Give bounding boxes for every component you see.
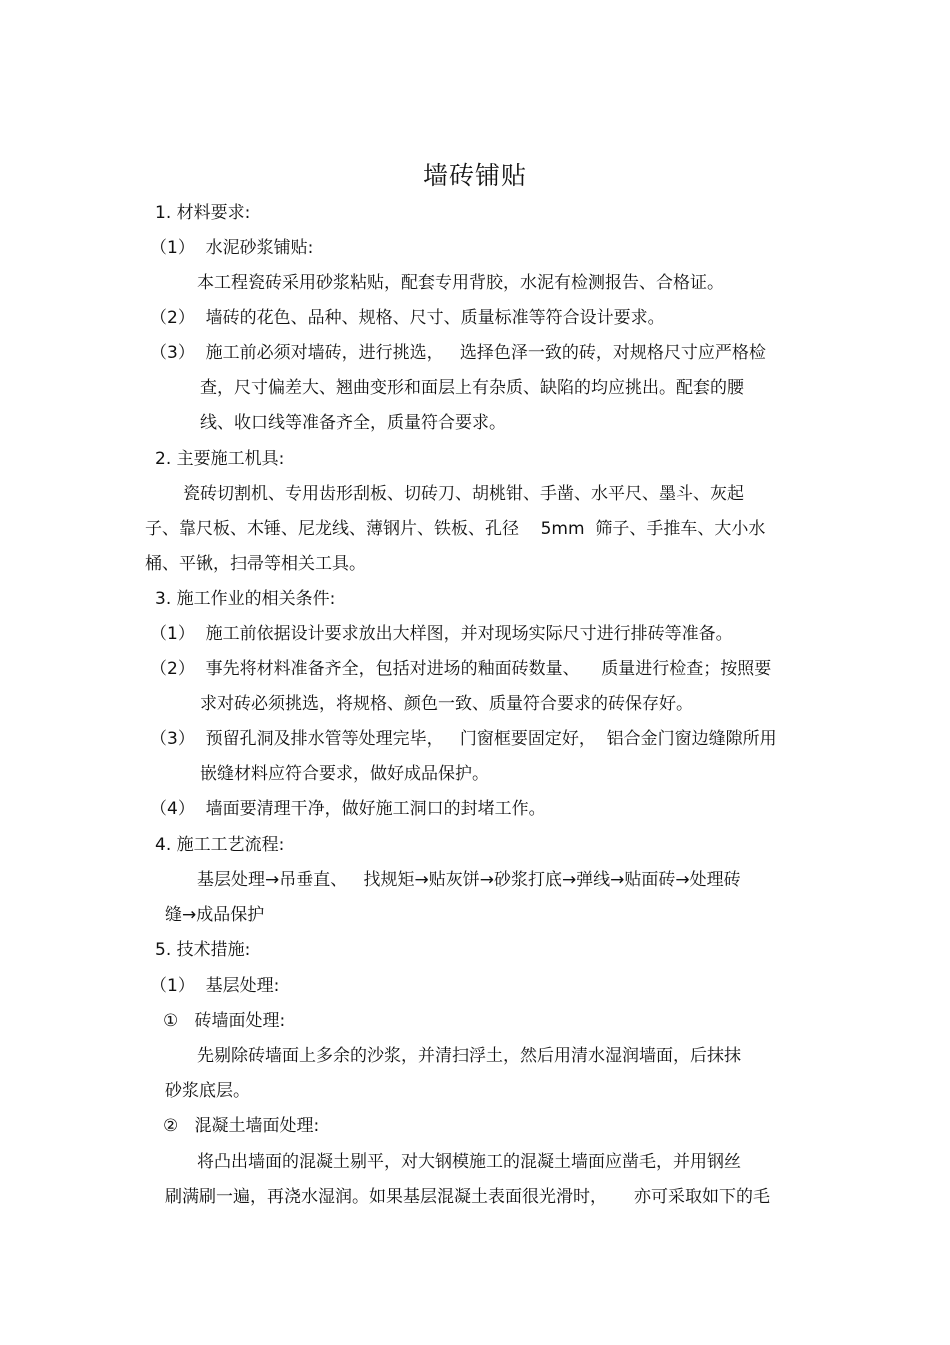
sub-item: （1） 基层处理: — [150, 976, 280, 996]
paragraph-line: 求对砖必须挑选，将规格、颜色一致、质量符合要求的砖保存好。 — [200, 694, 693, 714]
sub-item: （3） 施工前必须对墙砖，进行挑选， 选择色泽一致的砖，对规格尺寸应严格检 — [150, 343, 766, 363]
section-heading: 5. 技术措施: — [155, 940, 251, 960]
paragraph-line: 查，尺寸偏差大、翘曲变形和面层上有杂质、缺陷的均应挑出。配套的腰 — [200, 378, 744, 398]
sub-item: （2） 事先将材料准备齐全，包括对进场的釉面砖数量、 质量进行检查；按照要 — [150, 659, 772, 679]
paragraph-line: 将凸出墙面的混凝土剔平，对大钢模施工的混凝土墙面应凿毛，并用钢丝 — [197, 1152, 741, 1172]
paragraph-line: 缝→成品保护 — [165, 905, 265, 925]
section-heading: 4. 施工工艺流程: — [155, 835, 285, 855]
paragraph-line: 本工程瓷砖采用砂浆粘贴，配套专用背胶，水泥有检测报告、合格证。 — [197, 273, 724, 293]
paragraph-line: 先剔除砖墙面上多余的沙浆，并清扫浮土，然后用清水湿润墙面，后抹抹 — [197, 1046, 741, 1066]
circled-item: ① 砖墙面处理: — [163, 1011, 286, 1031]
paragraph-line: 基层处理→吊垂直、 找规矩→贴灰饼→砂浆打底→弹线→贴面砖→处理砖 — [197, 870, 741, 890]
section-heading: 1. 材料要求: — [155, 203, 251, 223]
section-heading: 3. 施工作业的相关条件: — [155, 589, 336, 609]
sub-item: （4） 墙面要清理干净，做好施工洞口的封堵工作。 — [150, 799, 546, 819]
sub-item: （2） 墙砖的花色、品种、规格、尺寸、质量标准等符合设计要求。 — [150, 308, 665, 328]
paragraph-line: 嵌缝材料应符合要求，做好成品保护。 — [200, 764, 489, 784]
document-title: 墙砖铺贴 — [422, 161, 527, 190]
circled-item: ② 混凝土墙面处理: — [163, 1116, 320, 1136]
sub-item: （1） 施工前依据设计要求放出大样图，并对现场实际尺寸进行排砖等准备。 — [150, 624, 733, 644]
paragraph-line: 瓷砖切割机、专用齿形刮板、切砖刀、胡桃钳、手凿、水平尺、墨斗、灰起 — [183, 484, 744, 504]
sub-item: （3） 预留孔洞及排水管等处理完毕， 门窗框要固定好， 铝合金门窗边缝隙所用 — [150, 729, 777, 749]
paragraph-line: 子、靠尺板、木锤、尼龙线、薄钢片、铁板、孔径 5mm 筛子、手推车、大小水 — [145, 519, 766, 539]
paragraph-line: 桶、平锹，扫帚等相关工具。 — [145, 554, 366, 574]
paragraph-line: 刷满刷一遍，再浇水湿润。如果基层混凝土表面很光滑时， 亦可采取如下的毛 — [165, 1187, 771, 1207]
sub-item: （1） 水泥砂浆铺贴: — [150, 238, 314, 258]
paragraph-line: 线、收口线等准备齐全，质量符合要求。 — [200, 413, 506, 433]
section-heading: 2. 主要施工机具: — [155, 449, 285, 469]
paragraph-line: 砂浆底层。 — [165, 1081, 250, 1101]
